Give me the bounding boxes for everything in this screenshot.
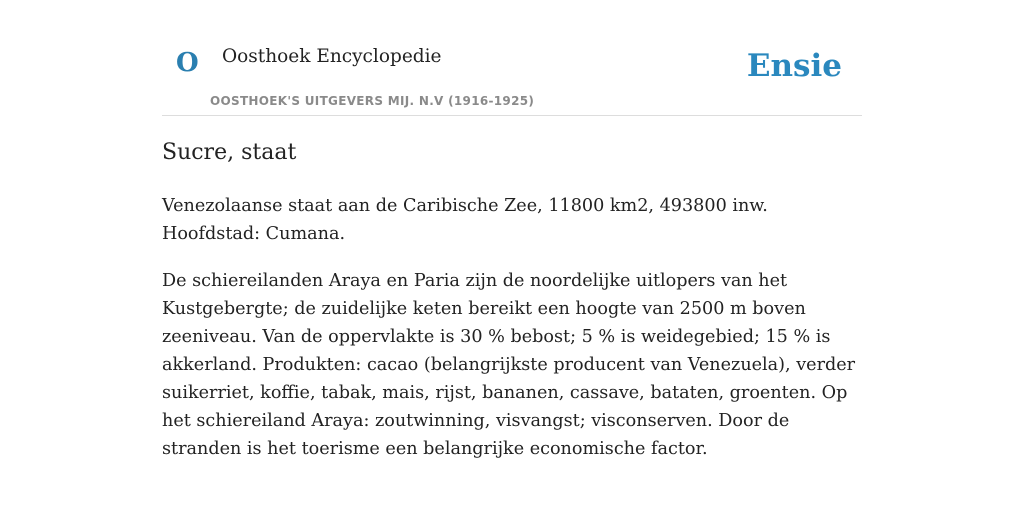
ensie-logo-link[interactable]: Ensie xyxy=(746,48,842,84)
entry-paragraph: De schiereilanden Araya en Paria zijn de noordelijke uitlopers van het Kustgebergte; de zuidelijke keten bereikt een hoogte van 2500 m boven zeeniveau. Van de oppervlakte is 30 % bebost; 5 % is weidegebied; 15 % is akkerland. Produkten: cacao (belangrijkste producent van Venezuela), verder suikerriet, koffie, tabak, mais, rijst, bananen, cassave, bataten, groenten. Op het schiereiland Araya: zoutwinning, visvangst; visconserven. Door de stranden is het toerisme een belangrijke economische factor. xyxy=(162,271,856,459)
source-title-link[interactable]: Oosthoek Encyclopedie xyxy=(222,46,442,67)
entry-paragraph: Venezolaanse staat aan de Caribische Zee, 11800 km2, 493800 inw. Hoofdstad: Cumana. xyxy=(162,196,768,244)
publisher-label: OOSTHOEK'S UITGEVERS MIJ. N.V (1916-1925) xyxy=(210,94,535,108)
page-container xyxy=(162,0,862,459)
source-logo[interactable]: O xyxy=(176,48,199,78)
source-header xyxy=(162,0,862,116)
entry-title: Sucre, staat xyxy=(162,140,297,165)
